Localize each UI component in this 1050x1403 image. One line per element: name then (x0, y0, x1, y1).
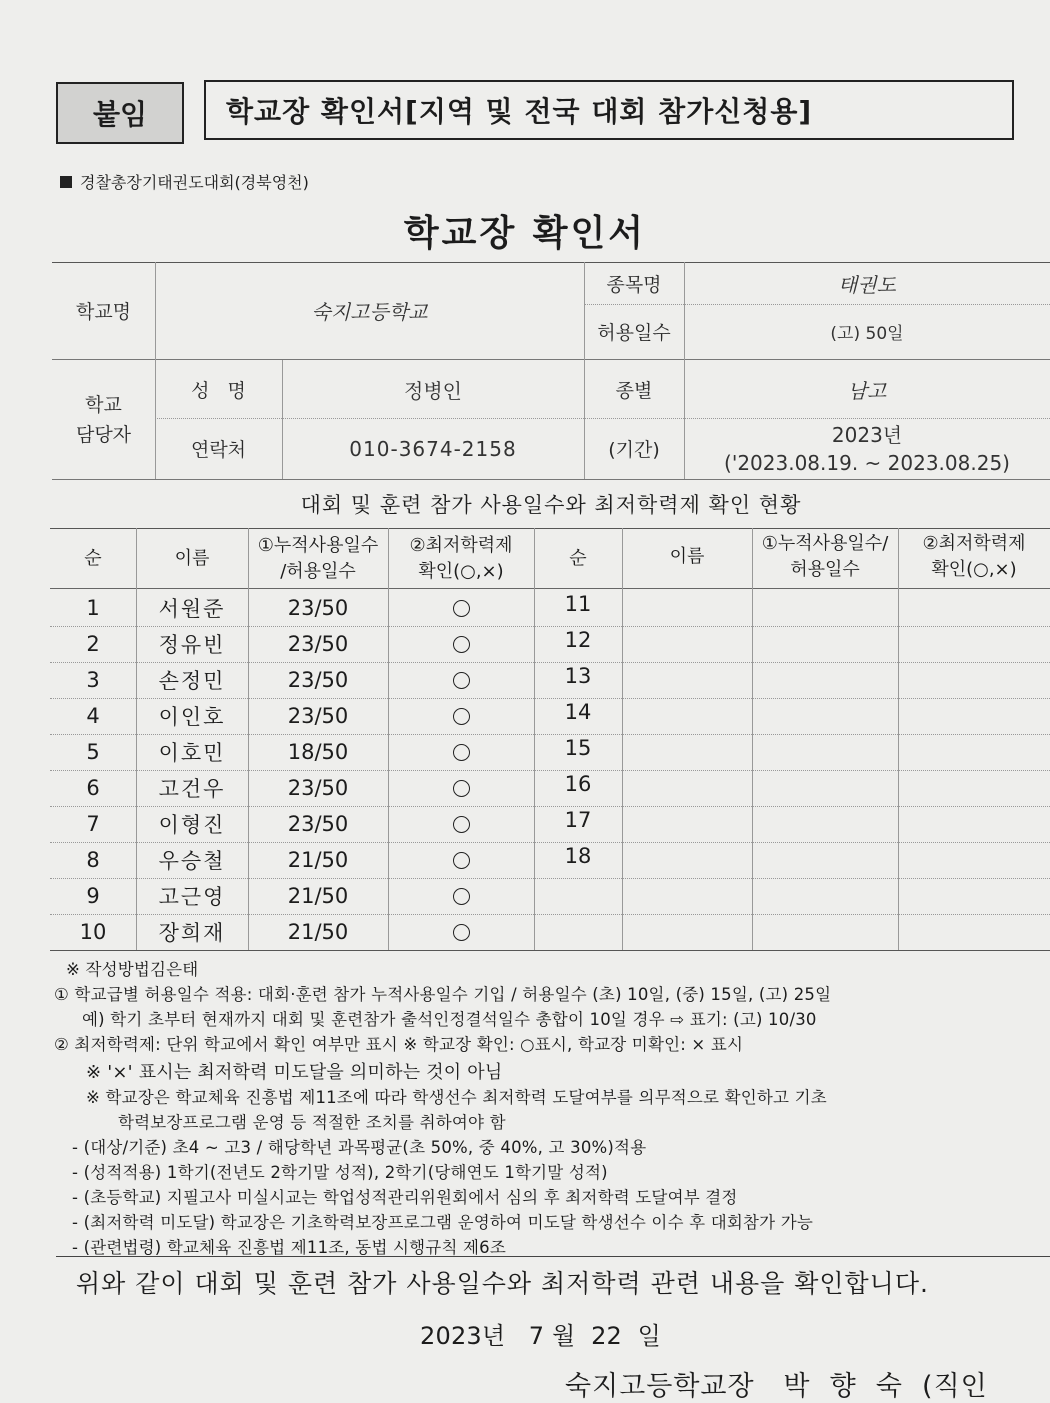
document-title: 학교장 확인서 (403, 213, 647, 254)
row-check (388, 878, 534, 914)
row-no-right: 16 (564, 772, 592, 796)
note-item: 학력보장프로그램 운영 등 적절한 조치를 취하여야 함 (118, 1113, 506, 1132)
row-days: 18/50 (287, 740, 349, 764)
row-name: 이인호 (158, 705, 226, 729)
row-name: 정유빈 (158, 633, 226, 657)
row-name: 우승철 (158, 849, 226, 873)
col-header-name-2: 이름 (669, 546, 705, 567)
table-column-divider (752, 528, 753, 950)
row-check (388, 590, 534, 626)
table-bottom-border (50, 950, 1050, 951)
check-circle-icon (453, 600, 470, 617)
confirmation-text: 위와 같이 대회 및 훈련 참가 사용일수와 최저학력 관련 내용을 확인합니다. (76, 1269, 929, 1298)
note-item: ※ 학교장은 학교체육 진흥법 제11조에 따라 학생선수 최저학력 도달여부를 의무적으로 확인하고 기초 (86, 1088, 827, 1107)
row-check (388, 770, 534, 806)
period-range: ('2023.08.19. ~ 2023.08.25) (724, 450, 1010, 475)
row-name: 손정민 (158, 669, 226, 693)
event-name: 경찰총장기태권도대회(경북영천) (80, 173, 309, 192)
contact-value: 010-3674-2158 (349, 436, 517, 461)
note-item: 예) 학기 초부터 현재까지 대회 및 훈련참가 출석인정결석일수 총합이 10일 경우 ⇨ 표기: (고) 10/30 (82, 1010, 817, 1029)
row-days: 21/50 (287, 920, 349, 944)
row-days: 23/50 (287, 596, 349, 620)
row-no-right: 11 (564, 592, 592, 616)
row-check (388, 662, 534, 698)
row-days: 21/50 (287, 848, 349, 872)
row-no: 5 (86, 740, 100, 764)
row-name: 이형진 (158, 813, 226, 837)
note-item: - (대상/기준) 초4 ~ 고3 / 해당학년 과목평균(초 50%, 중 40%, 고 30%)적용 (72, 1138, 647, 1157)
notes-bottom-border (56, 1256, 1050, 1257)
row-no: 6 (86, 776, 100, 800)
allowed-days-value: (고) 50일 (830, 324, 904, 344)
row-check (388, 842, 534, 878)
col-header-days: ①누적사용일수 /허용일수 (257, 535, 379, 582)
manager-name: 정병인 (404, 378, 462, 403)
note-item: - (성적적용) 1학기(전년도 2학기말 성적), 2학기(당해연도 1학기말 성적) (72, 1163, 608, 1182)
check-circle-icon (453, 672, 470, 689)
principal-signature: 숙지고등학교장 박 향 숙 (직인 (565, 1371, 988, 1402)
row-no-right: 12 (564, 628, 592, 652)
row-no-right: 18 (564, 844, 592, 868)
row-days: 23/50 (287, 632, 349, 656)
check-circle-icon (453, 780, 470, 797)
section-title: 대회 및 훈련 참가 사용일수와 최저학력제 확인 현황 (300, 493, 802, 517)
table-column-divider (898, 528, 899, 950)
row-no: 10 (79, 920, 107, 944)
note-item: - (관련법령) 학교체육 진흥법 제11조, 동법 시행규칙 제6조 (72, 1238, 506, 1257)
name-label: 성 명 (191, 379, 246, 402)
sport-label: 종목명 (606, 273, 662, 296)
row-name: 이호민 (158, 741, 226, 765)
check-circle-icon (453, 708, 470, 725)
col-header-check: ②최저학력제 확인(○,×) (409, 535, 513, 582)
row-check (388, 698, 534, 734)
col-header-days-2: ①누적사용일수/ 허용일수 (761, 533, 889, 580)
period-year: 2023년 (831, 422, 903, 447)
manager-label: 학교 담당자 (75, 393, 132, 446)
note-item: - (최저학력 미도달) 학교장은 기초학력보장프로그램 운영하여 미도달 학생선수 이수 후 대회참가 가능 (72, 1213, 814, 1232)
contact-label: 연락처 (190, 439, 247, 461)
col-header-check-2: ②최저학력제 확인(○,×) (922, 533, 1026, 580)
note-item: - (초등학교) 지필고사 미실시교는 학업성적관리위원회에서 심의 후 최저학력 도달여부 결정 (72, 1188, 738, 1207)
row-no-right: 17 (564, 808, 592, 832)
row-days: 23/50 (287, 704, 349, 728)
period-label: (기간) (608, 439, 660, 461)
row-check (388, 914, 534, 950)
gender-label: 종별 (615, 379, 653, 402)
event-line (60, 170, 309, 193)
school-name: 숙지고등학교 (311, 300, 428, 324)
row-no: 8 (86, 848, 100, 872)
form-heading: 학교장 확인서[지역 및 전국 대회 참가신청용] (204, 80, 1014, 140)
period-value (684, 418, 1050, 479)
row-check (388, 806, 534, 842)
check-circle-icon (453, 636, 470, 653)
signing-date: 2023년 7 월 22 일 (420, 1322, 662, 1350)
col-header-no: 순 (84, 548, 102, 569)
row-no: 7 (86, 812, 100, 836)
row-no: 1 (86, 596, 100, 620)
row-no: 3 (86, 668, 100, 692)
row-no-right: 13 (564, 664, 592, 688)
row-days: 21/50 (287, 884, 349, 908)
check-circle-icon (453, 744, 470, 761)
table-column-divider (622, 528, 623, 950)
info-bottom-border (52, 479, 1050, 480)
bullet-square-icon (60, 176, 72, 188)
notes-heading: ※ 작성방법김은태 (66, 960, 199, 979)
row-no: 9 (86, 884, 100, 908)
col-header-name: 이름 (174, 548, 210, 569)
row-no-right: 15 (564, 736, 592, 760)
row-name: 고건우 (158, 777, 226, 801)
note-item: ② 최저학력제: 단위 학교에서 확인 여부만 표시 ※ 학교장 확인: ○표시, 학교장 미확인: × 표시 (54, 1035, 744, 1054)
row-name: 고근영 (158, 885, 226, 909)
row-no: 2 (86, 632, 100, 656)
row-days: 23/50 (287, 668, 349, 692)
note-item: ※ '×' 표시는 최저학력 미도달을 의미하는 것이 아님 (86, 1062, 503, 1083)
row-no-right: 14 (564, 700, 592, 724)
col-header-no-2: 순 (569, 548, 587, 569)
allowed-days-label: 허용일수 (597, 322, 671, 344)
row-name: 서원준 (158, 597, 226, 621)
note-item: ① 학교급별 허용일수 적용: 대회·훈련 참가 누적사용일수 기입 / 허용일수 (초) 10일, (중) 15일, (고) 25일 (54, 985, 832, 1004)
row-check (388, 734, 534, 770)
row-days: 23/50 (287, 776, 349, 800)
table-top-border (50, 528, 1050, 529)
check-circle-icon (453, 852, 470, 869)
check-circle-icon (453, 924, 470, 941)
row-days: 23/50 (287, 812, 349, 836)
check-circle-icon (453, 888, 470, 905)
row-check (388, 626, 534, 662)
attachment-tag: 붙임 (56, 82, 184, 144)
gender-value: 남고 (847, 378, 887, 403)
school-label: 학교명 (75, 301, 132, 323)
sport-value: 태권도 (838, 272, 896, 297)
check-circle-icon (453, 816, 470, 833)
row-no: 4 (86, 704, 100, 728)
row-name: 장희재 (158, 921, 226, 945)
